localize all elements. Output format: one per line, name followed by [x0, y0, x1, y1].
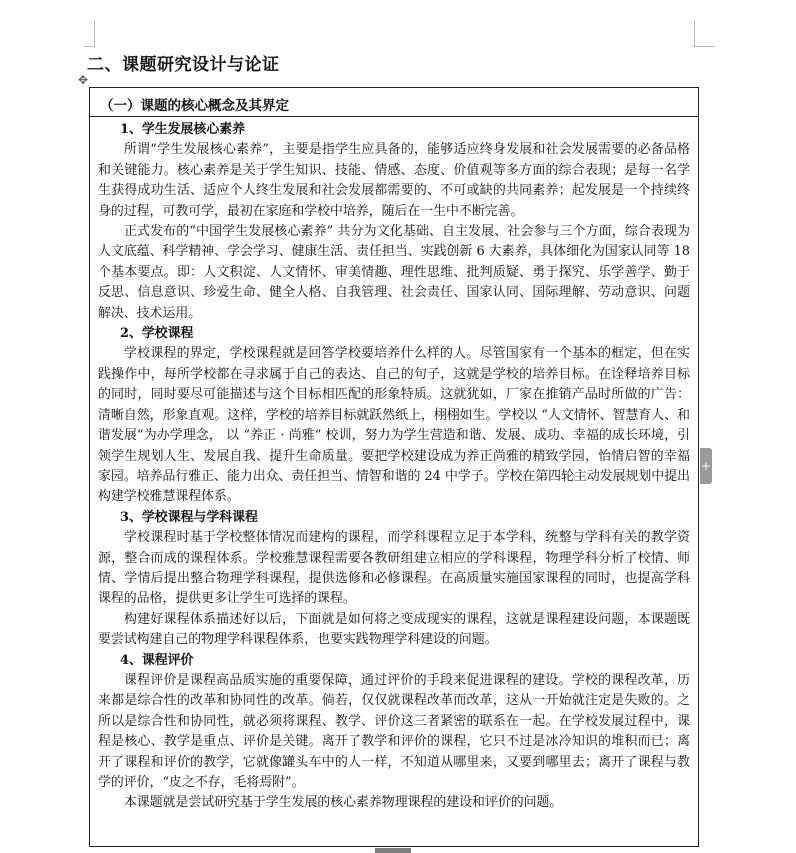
table-header-cell: （一）课题的核心概念及其界定	[90, 88, 698, 117]
move-arrows-icon[interactable]: ✥	[77, 73, 89, 87]
page-scroll-marker[interactable]	[375, 848, 411, 853]
paragraph: 学校课程的界定，学校课程就是回答学校要培养什么样的人。尽管国家有一个基本的框定，但在实践操作中，每所学校都在寻求属于自己的表达、自己的句子，这就是学校的培养目标。在诠释培养目标的同时，同时要尽可能描述与这个目标相匹配的形象特质。这就犹如，厂家在推销产品时所做的广告：清晰自然，形象直观。这样，学校的培养目标就跃然纸上，栩栩如生。学校以 “人文情怀、智慧育人、和谐发展”为办学理念， 以 “养正 · 尚雅” 校训，努力为学生营造和谐、发展、成功、幸福的成长环境，引领学生规划人生、发展自我、提升生命质量。要把学校建设成为养正尚雅的精致学园，怡情启智的幸福家园。培养品行雅正、能力出众、责任担当、情智和谐的 24 中学子。学校在第四轮主动发展规划中提出构建学校雅慧课程体系。	[98, 346, 690, 505]
subheading-core-literacy: 1、学生发展核心素养	[120, 122, 245, 137]
crop-mark-top-left	[84, 20, 95, 47]
paragraph: 本课题就是尝试研究基于学生发展的核心素养物理课程的建设和评价的问题。	[124, 795, 563, 811]
paragraph: 所谓“学生发展核心素养”，主要是指学生应具备的，能够适应终身发展和社会发展需要的必备品格和关键能力。核心素养是关于学生知识、技能、情感、态度、价值观等多方面的综合表现；是每一名学生获得成功生活、适应个人终生发展和社会发展都需要的、不可或缺的共同素养；起发展是一个持续终身的过程，可教可学，最初在家庭和学校中培养，随后在一生中不断完善。	[98, 142, 690, 219]
subheading-school-and-subject-curriculum: 3、学校课程与学科课程	[120, 509, 258, 525]
section-heading: 二、课题研究设计与论证	[87, 55, 280, 75]
concept-table	[89, 87, 699, 847]
subheading-school-curriculum: 2、学校课程	[120, 326, 194, 342]
plus-icon[interactable]: +	[700, 448, 712, 484]
paragraph: 课程评价是课程高品质实施的重要保障，通过评价的手段来促进课程的建设。学校的课程改革，历来都是综合性的改革和协同性的改革。倘若，仅仅就课程改革而改革，这从一开始就注定是失败的。之所以是综合性和协同性，就必须将课程、教学、评价这三者紧密的联系在一起。在学校发展过程中，课程是核心、教学是重点、评价是关键。离开了教学和评价的课程，它只不过是冰冷知识的堆积而已；离开了课程和评价的教学，它就像罐头车中的人一样，不知道从哪里来，又要到哪里去；离开了课程与教学的评价，“皮之不存，毛将焉附”。	[98, 672, 690, 790]
crop-mark-top-right	[694, 20, 715, 47]
paragraph: 构建好课程体系描述好以后，下面就是如何将之变成现实的课程，这就是课程建设问题，本课题既要尝试构建自己的物理学科课程体系，也要实践物理学科建设的问题。	[98, 611, 690, 648]
subheading-curriculum-evaluation: 4、课程评价	[120, 652, 194, 668]
table-body-cell[interactable]	[90, 117, 698, 814]
paragraph: 学校课程时基于学校整体情况而建构的课程，而学科课程立足于本学科，统整与学科有关的教学资源，整合而成的课程体系。学校雅慧课程需要各教研组建立相应的学科课程，物理学科分析了校情、师情、学情后提出整合物理学科课程，提供选修和必修课程。在高质量实施国家课程的同时，也提高学科课程的品格，提供更多让学生可选择的课程。	[98, 530, 690, 607]
paragraph: 正式发布的“中国学生发展核心素养” 共分为文化基础、自主发展、社会参与三个方面，综合表现为人文底蕴、科学精神、学会学习、健康生活、责任担当、实践创新 6 大素养，具体细化为国家认同等 18 个基本要点。即：人文积淀、人文情怀、审美情趣、理性思维、批判质疑、勇于探究、乐学善学、勤于反思、信息意识、珍爱生命、健全人格、自我管理、社会责任、国家认同、国际理解、劳动意识、问题解决、技术运用。	[98, 224, 690, 321]
